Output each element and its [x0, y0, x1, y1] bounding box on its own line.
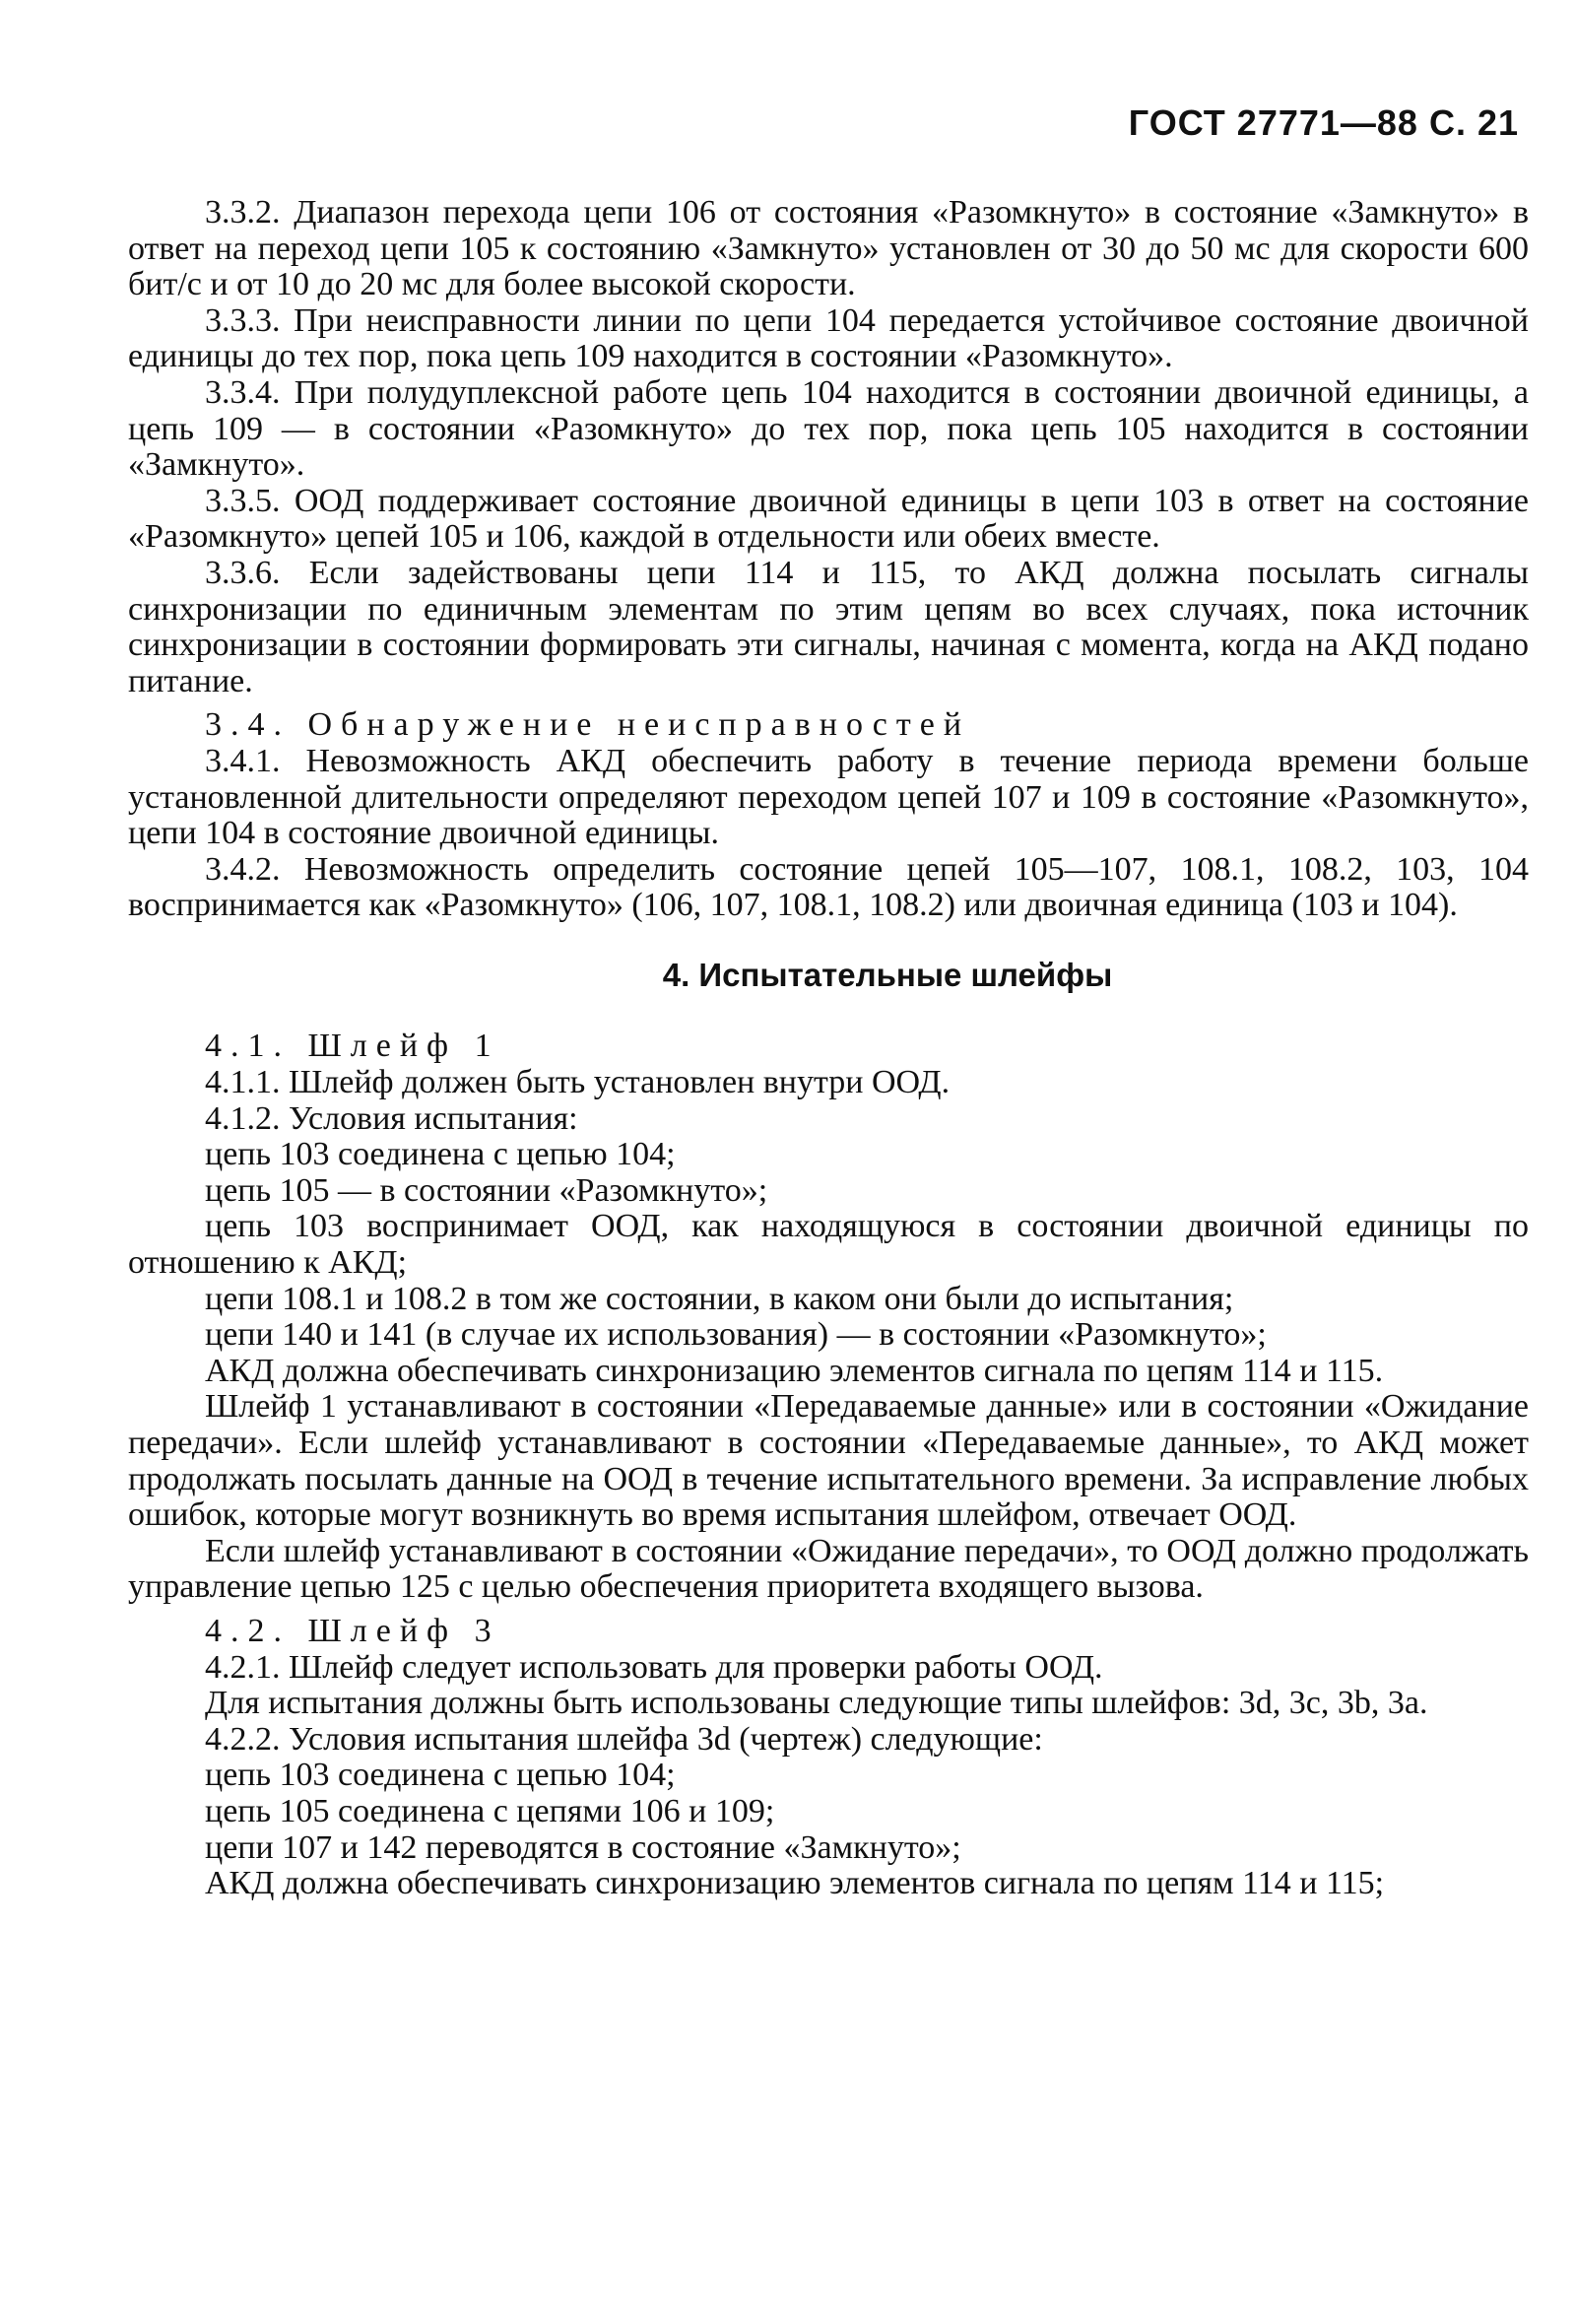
- condition-item: цепи 140 и 141 (в случае их использования) — в состоянии «Разомкнуто»;: [205, 1316, 1267, 1354]
- paragraph-4-2-2: 4.2.2. Условия испытания шлейфа 3d (чертеж) следующие:: [205, 1720, 1043, 1758]
- condition-item: цепь 105 — в состоянии «Разомкнуто»;: [205, 1171, 768, 1209]
- subsection-heading-3-4: 3.4. Обнаружение неисправностей: [205, 706, 971, 744]
- condition-item: цепи 107 и 142 переводятся в состояние «Замкнуто»;: [205, 1828, 961, 1866]
- paragraph-3-3-2: 3.3.2. Диапазон перехода цепи 106 от состояния «Разомкнуто» в состояние «Замкнуто» в ответ на переход цепи 105 к состоянию «Замкнуто» установлен от 30 до 50 мс для скорости 600 бит/с и от 10 до 20 мс для более высокой скорости.: [128, 194, 1529, 303]
- condition-item: цепь 105 соединена с цепями 106 и 109;: [205, 1792, 775, 1829]
- paragraph-3-4-1: 3.4.1. Невозможность АКД обеспечить работу в течение периода времени больше установленной длительности определяют переходом цепей 107 и 109 в состояние «Разомкнуто», цепи 104 в состояние двоичной единицы.: [128, 742, 1529, 852]
- paragraph-3-3-4: 3.3.4. При полудуплексной работе цепь 104 находится в состоянии двоичной единицы, а цепь 109 — в состоянии «Разомкнуто» до тех пор, пока цепь 105 находится в состоянии «Замкнуто».: [128, 373, 1529, 484]
- condition-item: цепи 108.1 и 108.2 в том же состоянии, в каком они были до испытания;: [205, 1280, 1234, 1317]
- subsection-heading-4-2: 4.2. Шлейф 3: [205, 1612, 500, 1649]
- condition-item: цепь 103 воспринимает ООД, как находящуюся в состоянии двоичной единицы по отношению к АКД;: [128, 1208, 1529, 1282]
- paragraph-4-1-1: 4.1.1. Шлейф должен быть установлен внутри ООД.: [205, 1064, 951, 1101]
- section-title: 4. Испытательные шлейфы: [662, 956, 1113, 993]
- subsection-heading-4-1: 4.1. Шлейф 1: [205, 1028, 500, 1065]
- paragraph-3-3-3: 3.3.3. При неисправности линии по цепи 104 передается устойчивое состояние двоичной единицы до тех пор, пока цепь 109 находится в состоянии «Разомкнуто».: [128, 301, 1529, 375]
- paragraph-3-3-5: 3.3.5. ООД поддерживает состояние двоичной единицы в цепи 103 в ответ на состояние «Разомкнуто» цепей 105 и 106, каждой в отдельности или обеих вместе.: [128, 482, 1529, 556]
- paragraph-3-3-6: 3.3.6. Если задействованы цепи 114 и 115, то АКД должна посылать сигналы синхронизации по единичным элементам по этим цепям во всех случаях, пока источник синхронизации в состоянии формировать эти сигналы, начиная с момента, когда на АКД подано питание.: [128, 554, 1529, 699]
- condition-item: цепь 103 соединена с цепью 104;: [205, 1136, 676, 1173]
- paragraph-3-4-2: 3.4.2. Невозможность определить состояние цепей 105—107, 108.1, 108.2, 103, 104 воспринимается как «Разомкнуто» (106, 107, 108.1, 108.2) или двоичная единица (103 и 104).: [128, 850, 1529, 924]
- paragraph-wait-mode: Если шлейф устанавливают в состоянии «Ожидание передачи», то ООД должно продолжать управление цепью 125 с целью обеспечения приоритета входящего вызова.: [128, 1532, 1529, 1606]
- condition-item: цепь 103 соединена с цепью 104;: [205, 1757, 676, 1794]
- paragraph-4-2-1: 4.2.1. Шлейф следует использовать для проверки работы ООД.: [205, 1648, 1103, 1686]
- running-header: ГОСТ 27771—88 С. 21: [1128, 102, 1519, 143]
- condition-item: АКД должна обеспечивать синхронизацию элементов сигнала по цепям 114 и 115;: [205, 1865, 1385, 1902]
- paragraph-loop1-modes: Шлейф 1 устанавливают в состоянии «Передаваемые данные» или в состоянии «Ожидание передачи». Если шлейф устанавливают в состоянии «Передаваемые данные», то АКД может продолжать посылать данные на ООД в течение испытательного времени. За исправление любых ошибок, которые могут возникнуть во время испытания шлейфом, отвечает ООД.: [128, 1388, 1529, 1534]
- condition-item: АКД должна обеспечивать синхронизацию элементов сигнала по цепям 114 и 115.: [205, 1352, 1384, 1389]
- paragraph-loop-types: Для испытания должны быть использованы следующие типы шлейфов: 3d, 3c, 3b, 3a.: [205, 1685, 1428, 1722]
- paragraph-4-1-2: 4.1.2. Условия испытания:: [205, 1099, 578, 1137]
- document-body: [128, 195, 1529, 1902]
